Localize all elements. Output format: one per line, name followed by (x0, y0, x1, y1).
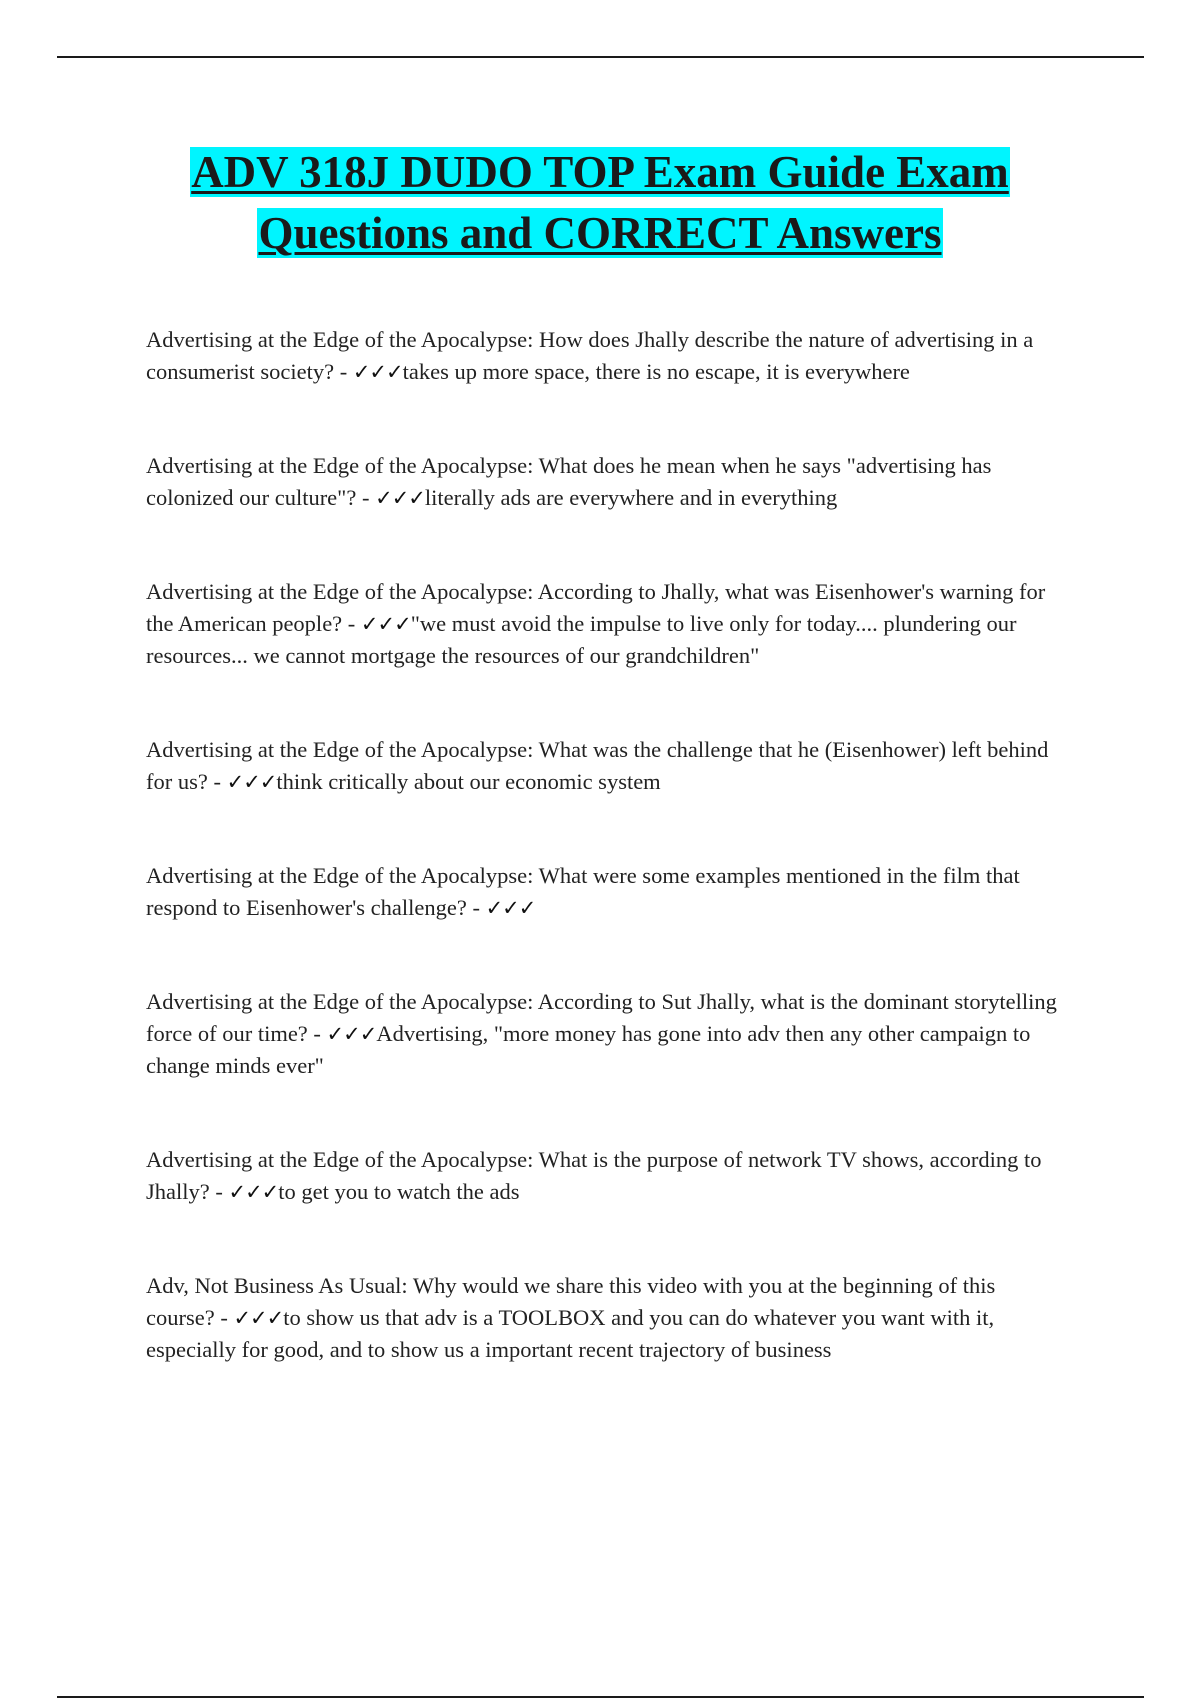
page-title (60, 142, 1140, 264)
question-text: Advertising at the Edge of the Apocalypse: What is the purpose of network TV shows, according to Jhally? - (146, 1147, 1042, 1204)
qa-item-1 (146, 324, 1066, 388)
question-text: Advertising at the Edge of the Apocalypse: What does he mean when he says "advertising has colonized our culture"? - (146, 453, 992, 510)
checkmark-icon: ✓✓✓ (228, 1180, 279, 1204)
qa-list (146, 324, 1066, 1428)
question-text: Advertising at the Edge of the Apocalypse: According to Sut Jhally, what is the dominant storytelling force of our time? - (146, 989, 1057, 1046)
answer-text: to get you to watch the ads (278, 1179, 520, 1204)
qa-item-8 (146, 1270, 1066, 1366)
checkmark-icon: ✓✓✓ (360, 612, 411, 636)
checkmark-icon: ✓✓✓ (226, 770, 277, 794)
question-text: Advertising at the Edge of the Apocalypse: How does Jhally describe the nature of advertising in a consumerist society? - (146, 327, 1034, 384)
qa-item-6 (146, 986, 1066, 1082)
checkmark-icon: ✓✓✓ (352, 360, 403, 384)
answer-text: takes up more space, there is no escape, it is everywhere (402, 359, 910, 384)
question-text: Advertising at the Edge of the Apocalypse: What were some examples mentioned in the film that respond to Eisenhower's challenge? - (146, 863, 1020, 920)
bottom-divider (57, 1696, 1144, 1698)
question-text: Adv, Not Business As Usual: Why would we share this video with you at the beginning of this course? - (146, 1273, 996, 1330)
answer-text: literally ads are everywhere and in everything (424, 485, 838, 510)
top-divider (57, 56, 1144, 58)
answer-text: to show us that adv is a TOOLBOX and you can do whatever you want with it, especially for good, and to show us a important recent trajectory of business (146, 1305, 995, 1362)
answer-text: Advertising, "more money has gone into adv then any other campaign to change minds ever" (146, 1021, 1031, 1078)
qa-item-5 (146, 860, 1066, 924)
answer-text: "we must avoid the impulse to live only for today.... plundering our resources... we cannot mortgage the resources of our grandchildren" (146, 611, 1017, 668)
question-text: Advertising at the Edge of the Apocalypse: According to Jhally, what was Eisenhower's warning for the American people? - (146, 579, 1046, 636)
checkmark-icon: ✓✓✓ (233, 1306, 284, 1330)
question-text: Advertising at the Edge of the Apocalypse: What was the challenge that he (Eisenhower) left behind for us? - (146, 737, 1049, 794)
answer-text: think critically about our economic system (276, 769, 661, 794)
qa-item-7 (146, 1144, 1066, 1208)
title-line-1: ADV 318J DUDO TOP Exam Guide Exam (191, 147, 1009, 197)
checkmark-icon: ✓✓✓ (326, 1022, 377, 1046)
qa-item-3 (146, 576, 1066, 672)
qa-item-4 (146, 734, 1066, 798)
checkmark-icon: ✓✓✓ (485, 896, 536, 920)
qa-item-2 (146, 450, 1066, 514)
checkmark-icon: ✓✓✓ (375, 486, 425, 510)
title-line-2: Questions and CORRECT Answers (258, 208, 942, 258)
